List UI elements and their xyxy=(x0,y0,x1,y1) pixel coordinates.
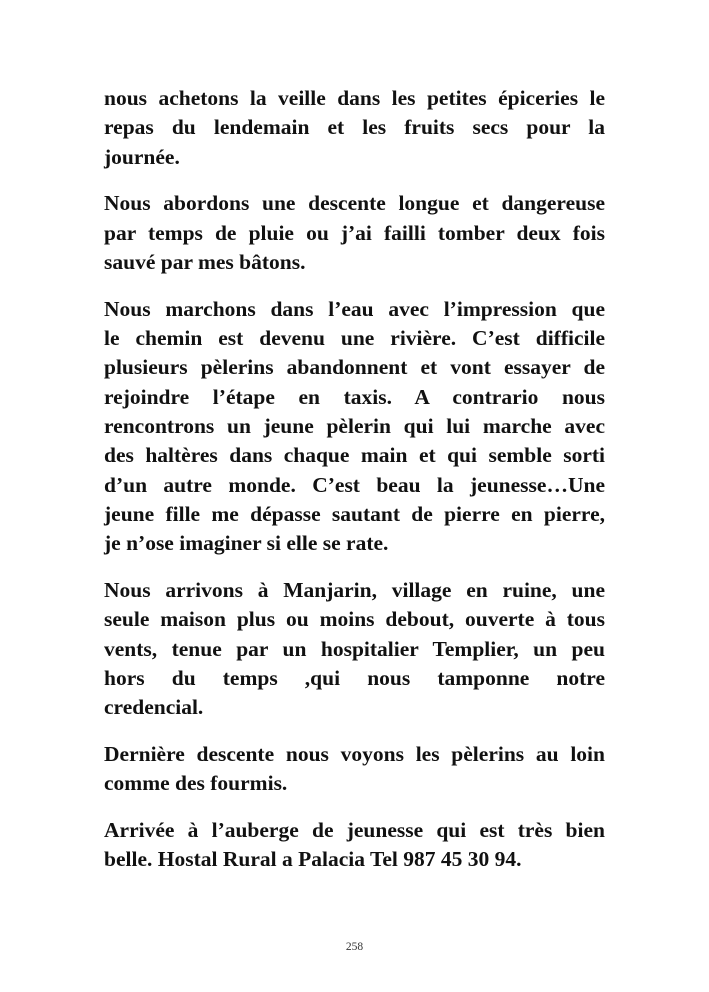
paragraph-4 xyxy=(104,576,605,722)
text-line: credencial. xyxy=(104,695,204,720)
text-line: Dernière descente nous voyons les pèlerins au loin xyxy=(104,741,605,766)
paragraph-6 xyxy=(104,816,605,875)
text-line: Nous marchons dans l’eau avec l’impression que xyxy=(104,296,605,321)
text-line: rencontrons un jeune pèlerin qui lui marche avec xyxy=(104,413,605,438)
text-line: belle. Hostal Rural a Palacia Tel 987 45 30 94. xyxy=(104,847,522,872)
text-line: Arrivée à l’auberge de jeunesse qui est très bien xyxy=(104,818,605,843)
text-line: jeune fille me dépasse sautant de pierre en pierre, xyxy=(104,501,605,526)
text-line: rejoindre l’étape en taxis. A contrario nous xyxy=(104,384,605,409)
text-line: sauvé par mes bâtons. xyxy=(104,249,306,274)
paragraph-3 xyxy=(104,295,605,559)
page-number: 258 xyxy=(345,941,364,953)
body-text xyxy=(104,84,605,892)
text-line: Nous arrivons à Manjarin, village en ruine, une xyxy=(104,577,605,602)
text-line: nous achetons la veille dans les petites épiceries le xyxy=(104,86,605,110)
text-line: par temps de pluie ou j’ai failli tomber deux fois xyxy=(104,220,605,245)
paragraph-2 xyxy=(104,189,605,277)
text-line: vents, tenue par un hospitalier Templier, un peu xyxy=(104,636,605,661)
text-line: plusieurs pèlerins abandonnent et vont essayer de xyxy=(104,355,605,380)
text-line: hors du temps ,qui nous tamponne notre xyxy=(104,665,605,690)
paragraph-1 xyxy=(104,84,605,172)
text-line: seule maison plus ou moins debout, ouverte à tous xyxy=(104,607,605,632)
text-line: repas du lendemain et les fruits secs pour la xyxy=(104,115,605,140)
text-line: comme des fourmis. xyxy=(104,771,288,796)
text-line: le chemin est devenu une rivière. C’est difficile xyxy=(104,326,605,351)
text-line: je n’ose imaginer si elle se rate. xyxy=(104,531,389,556)
text-line: journée. xyxy=(104,144,180,169)
text-line: Nous abordons une descente longue et dangereuse xyxy=(104,191,605,216)
text-line: d’un autre monde. C’est beau la jeunesse…Une xyxy=(104,472,605,497)
text-line: des haltères dans chaque main et qui semble sorti xyxy=(104,443,605,468)
paragraph-5 xyxy=(104,740,605,799)
